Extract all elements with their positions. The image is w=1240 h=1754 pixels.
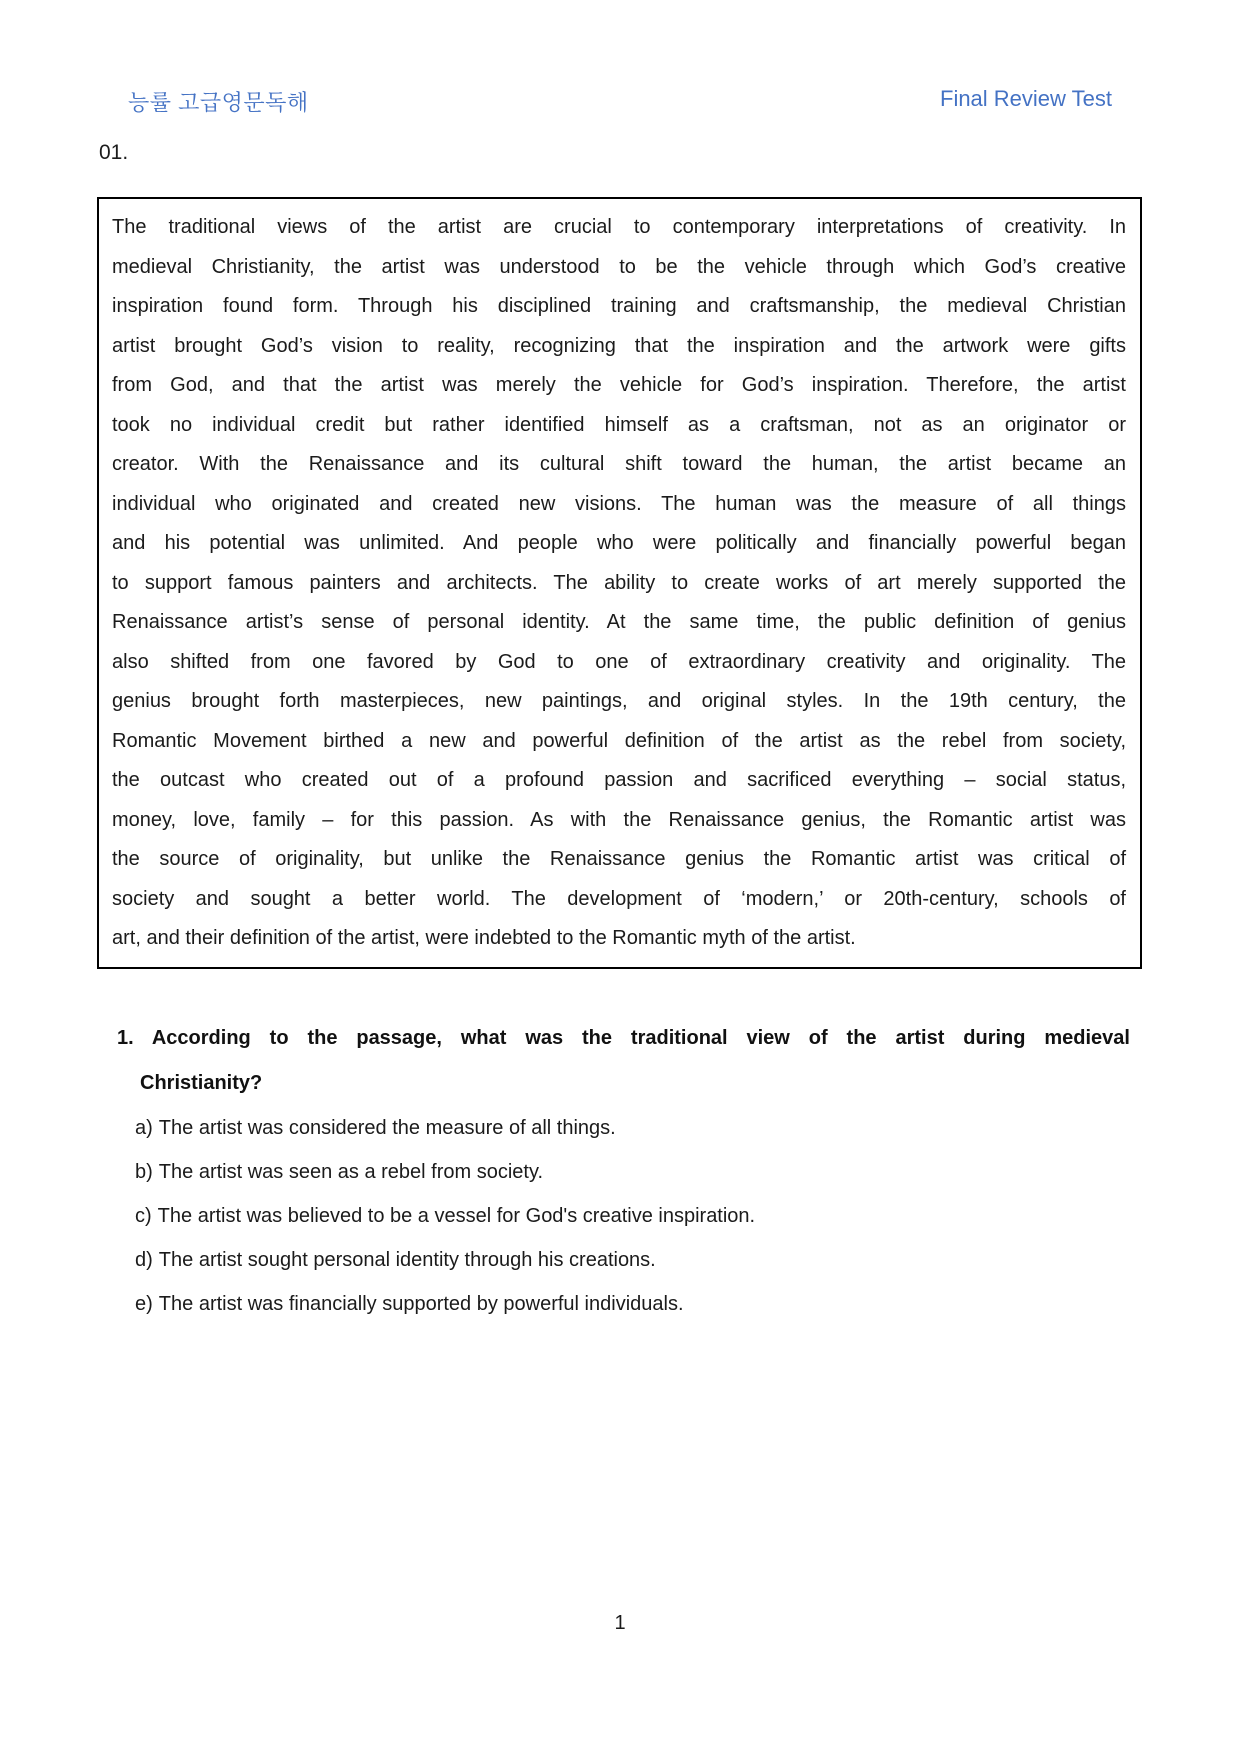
passage-line: Renaissance artist’s sense of personal identity. At the same time, the public definition of genius: [112, 611, 1126, 633]
question-text-line1: [117, 1016, 1130, 1061]
passage-line: individual who originated and created new visions. The human was the measure of all things: [112, 492, 1126, 515]
passage-line: money, love, family – for this passion. As with the Renaissance genius, the Romantic artist was: [112, 808, 1126, 831]
passage-line: to support famous painters and architects. The ability to create works of art merely supported the: [112, 571, 1126, 594]
option-e-label: e): [135, 1293, 153, 1315]
option-b: [135, 1150, 1125, 1194]
option-d-label: d): [135, 1249, 153, 1271]
option-a: [135, 1106, 1125, 1150]
passage-line: inspiration found form. Through his disciplined training and craftsmanship, the medieval Christian: [112, 295, 1126, 317]
header-left-title: 능률 고급영문독해: [128, 90, 309, 115]
passage-line: creator. With the Renaissance and its cultural shift toward the human, the artist became an: [112, 453, 1126, 475]
passage-line: art, and their definition of the artist, were indebted to the Romantic myth of the artist.: [112, 927, 856, 949]
page-number: 1: [614, 1612, 626, 1634]
option-b-text: The artist was seen as a rebel from society.: [158, 1161, 544, 1183]
item-number: 01.: [99, 141, 129, 164]
option-b-label: b): [135, 1161, 153, 1183]
passage-line: The traditional views of the artist are crucial to contemporary interpretations of creativity. In: [112, 216, 1126, 238]
passage-line: Romantic Movement birthed a new and powerful definition of the artist as the rebel from society,: [112, 729, 1126, 752]
question-1: [117, 1016, 1130, 1106]
option-a-text: The artist was considered the measure of all things.: [158, 1117, 616, 1139]
passage-line: artist brought God’s vision to reality, recognizing that the inspiration and the artwork were gifts: [112, 334, 1126, 357]
option-a-label: a): [135, 1117, 153, 1139]
option-d: [135, 1238, 1125, 1282]
passage-line: the outcast who created out of a profound passion and sacrificed everything – social status,: [112, 769, 1126, 791]
passage-line: also shifted from one favored by God to one of extraordinary creativity and originality. The: [112, 650, 1126, 673]
passage-line: and his potential was unlimited. And people who were politically and financially powerful began: [112, 532, 1126, 554]
passage-line: took no individual credit but rather identified himself as a craftsman, not as an originator or: [112, 413, 1126, 436]
option-c-label: c): [135, 1205, 152, 1227]
option-c-text: The artist was believed to be a vessel for God's creative inspiration.: [157, 1205, 756, 1227]
question-text-line2: Christianity?: [140, 1072, 263, 1094]
passage-line: society and sought a better world. The development of ‘modern,’ or 20th-century, schools of: [112, 887, 1126, 910]
question-text: According to the passage, what was the traditional view of the artist during medieval: [151, 1027, 1130, 1049]
passage-line: genius brought forth masterpieces, new paintings, and original styles. In the 19th century, the: [112, 690, 1126, 712]
question-number: 1.: [117, 1027, 134, 1049]
passage-line: the source of originality, but unlike the Renaissance genius the Romantic artist was critical of: [112, 848, 1126, 870]
option-e: [135, 1282, 1125, 1326]
options-list: [135, 1106, 1125, 1326]
option-c: [135, 1194, 1125, 1238]
passage-box: [97, 197, 1142, 969]
passage-line: medieval Christianity, the artist was understood to be the vehicle through which God’s creative: [112, 255, 1126, 278]
option-e-text: The artist was financially supported by powerful individuals.: [158, 1293, 684, 1315]
option-d-text: The artist sought personal identity through his creations.: [158, 1249, 656, 1271]
passage-line: from God, and that the artist was merely the vehicle for God’s inspiration. Therefore, the artist: [112, 374, 1126, 396]
header-right-title: Final Review Test: [940, 86, 1112, 111]
